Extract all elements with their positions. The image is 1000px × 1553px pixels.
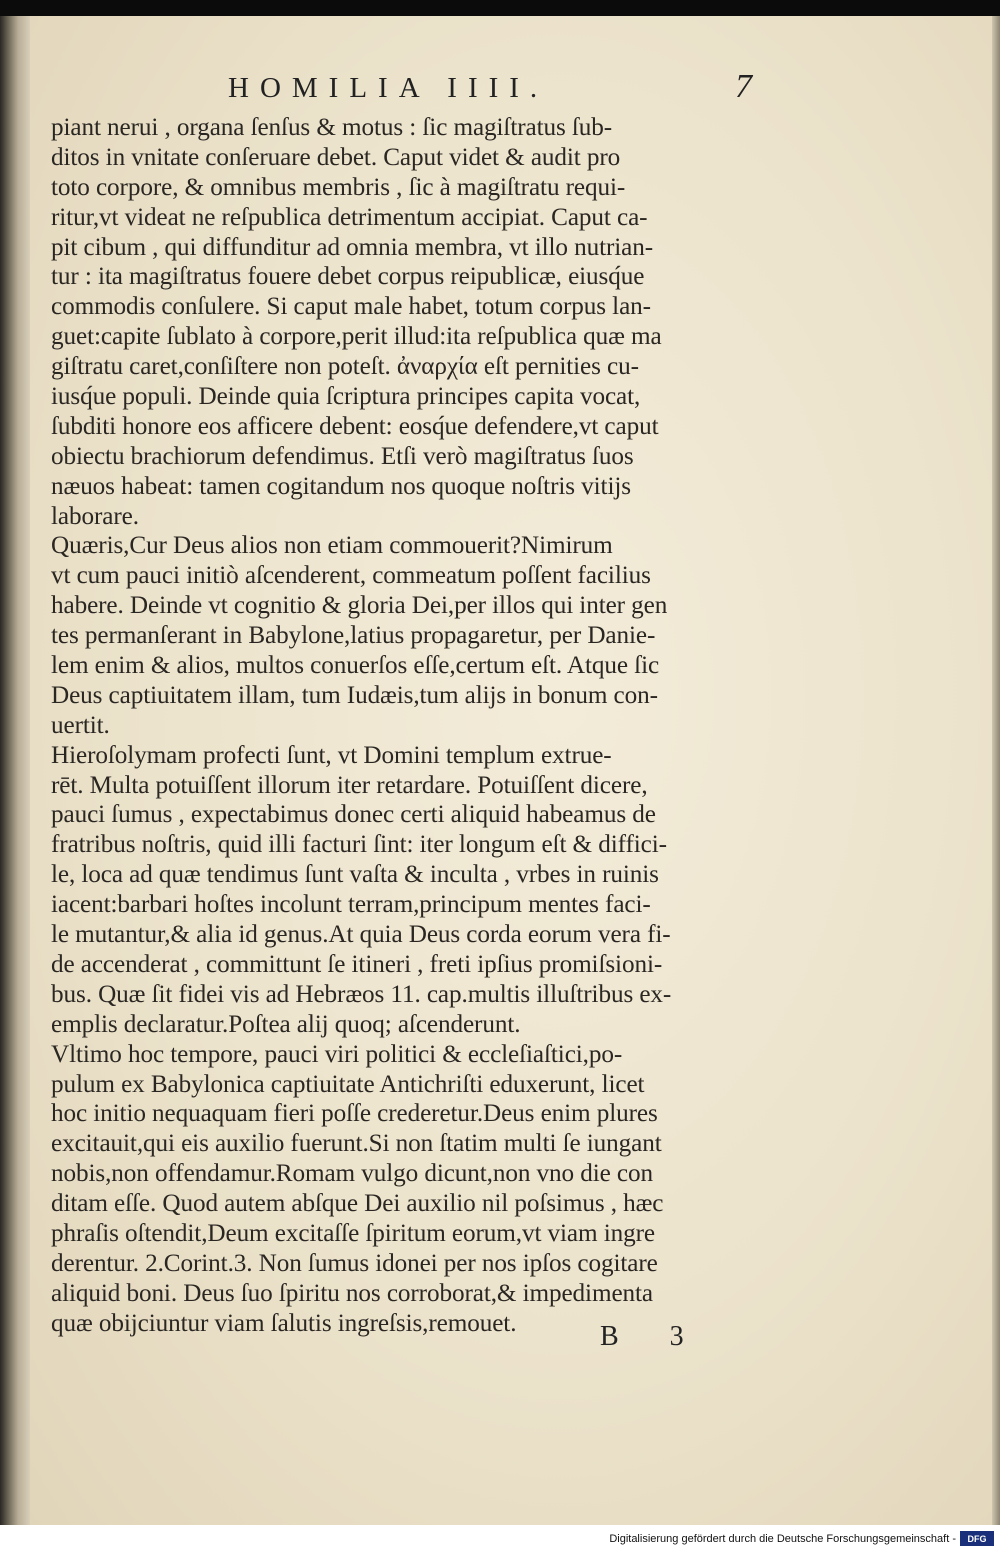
text-line: ditos in vnitate conſeruare debet. Caput videt & audit pro bbox=[51, 143, 621, 171]
text-line: derentur. 2.Corint.3. Non ſumus idonei per nos ipſos cogitare bbox=[51, 1249, 658, 1277]
text-line: tes permanſerant in Babylone,latius propagaretur, per Danie- bbox=[51, 622, 656, 650]
text-line: giſtratu caret,conſiſtere non poteſt. ἀναρχία eſt pernities cu- bbox=[51, 353, 639, 381]
text-line: laborare. bbox=[51, 502, 139, 530]
footer-credit: Digitalisierung gefördert durch die Deutsche Forschungsgemeinschaft - bbox=[609, 1533, 956, 1545]
text-line: lem enim & alios, multos conuerſos eſſe,certum eſt. Atque ſic bbox=[51, 652, 660, 680]
text-line: rēt. Multa potuiſſent illorum iter retardare. Potuiſſent dicere, bbox=[51, 771, 648, 799]
text-line: phraſis oſtendit,Deum excitaſſe ſpiritum eorum,vt viam ingre bbox=[51, 1219, 655, 1247]
text-line: toto corpore, & omnibus membris , ſic à magiſtratu requi- bbox=[51, 173, 626, 201]
text-line: obiectu brachiorum defendimus. Etſi verò magiſtratus ſuos bbox=[51, 442, 634, 470]
signature-mark: B 3 bbox=[600, 1321, 706, 1352]
text-line: pauci ſumus , expectabimus donec certi aliquid habeamus de bbox=[51, 801, 656, 829]
text-line: ritur,vt videat ne reſpublica detrimentum accipiat. Caput ca- bbox=[51, 203, 648, 231]
page-gutter-shadow bbox=[0, 16, 30, 1525]
text-line: quæ obijciuntur viam ſalutis ingreſsis,remouet. bbox=[51, 1309, 517, 1337]
text-line: le, loca ad quæ tendimus ſunt vaſta & inculta , vrbes in ruinis bbox=[51, 861, 659, 889]
text-line: vt cum pauci initiò aſcenderent, commeatum poſſent facilius bbox=[51, 562, 651, 590]
page-number: 7 bbox=[735, 68, 752, 105]
text-line: Deus captiuitatem illam, tum Iudæis,tum alijs in bonum con- bbox=[51, 681, 658, 709]
text-line: pulum ex Babylonica captiuitate Antichriſti eduxerunt, licet bbox=[51, 1070, 645, 1098]
text-line: ſubditi honore eos afficere debent: eosq́ue defendere,vt caput bbox=[51, 412, 659, 440]
text-line: bus. Quæ ſit fidei vis ad Hebræos 11. cap.multis illuſtribus ex- bbox=[51, 980, 672, 1008]
text-line: habere. Deinde vt cognitio & gloria Dei,per illos qui inter gen bbox=[51, 592, 668, 620]
text-line: de accenderat , committunt ſe itineri , freti ipſius promiſsioni- bbox=[51, 950, 663, 978]
text-line: pit cibum , qui diffunditur ad omnia membra, vt illo nutrian- bbox=[51, 233, 654, 261]
text-line: iacent:barbari hoſtes incolunt terram,principum mentes faci- bbox=[51, 891, 651, 919]
text-line: emplis declaratur.Poſtea alij quoq; aſcenderunt. bbox=[51, 1010, 521, 1038]
page-right-edge bbox=[992, 16, 1000, 1525]
text-line: excitauit,qui eis auxilio fuerunt.Si non ſtatim multi ſe iungant bbox=[51, 1130, 662, 1158]
text-line: Quæris,Cur Deus alios non etiam commouerit?Nimirum bbox=[51, 532, 613, 560]
text-line: guet:capite ſublato à corpore,perit illud:ita reſpublica quæ ma bbox=[51, 323, 662, 351]
dfg-logo-icon: DFG bbox=[960, 1531, 994, 1546]
text-line: Vltimo hoc tempore, pauci viri politici & eccleſiaſtici,po- bbox=[51, 1040, 623, 1068]
text-line: iusq́ue populi. Deinde quia ſcriptura principes capita vocat, bbox=[51, 383, 641, 411]
text-line: commodis conſulere. Si caput male habet, totum corpus lan- bbox=[51, 293, 651, 321]
text-line: uertit. bbox=[51, 711, 110, 739]
text-line: hoc initio nequaquam fieri poſſe crederetur.Deus enim plures bbox=[51, 1100, 658, 1128]
top-scan-border bbox=[0, 0, 1000, 16]
footer-bar bbox=[0, 1525, 1000, 1553]
text-line: aliquid boni. Deus ſuo ſpiritu nos corroborat,& impedimenta bbox=[51, 1279, 653, 1307]
text-line: Hieroſolymam profecti ſunt, vt Domini templum extrue- bbox=[51, 741, 612, 769]
body-text bbox=[51, 113, 756, 1339]
text-line: nobis,non offendamur.Romam vulgo dicunt,non vno die con bbox=[51, 1160, 653, 1188]
text-line: ditam eſſe. Quod autem abſque Dei auxilio nil poſsimus , hæc bbox=[51, 1190, 664, 1218]
text-line: piant nerui , organa ſenſus & motus : ſic magiſtratus ſub- bbox=[51, 114, 613, 141]
text-line: tur : ita magiſtratus fouere debet corpus reipublicæ, eiusq́ue bbox=[51, 263, 645, 291]
text-line: fratribus noſtris, quid illi facturi ſint: iter longum eſt & diffici- bbox=[51, 831, 667, 859]
text-line: næuos habeat: tamen cogitandum nos quoque noſtris vitijs bbox=[51, 472, 631, 500]
running-title: HOMILIA IIII. bbox=[228, 72, 549, 104]
text-line: le mutantur,& alia id genus.At quia Deus corda eorum vera fi- bbox=[51, 921, 671, 949]
